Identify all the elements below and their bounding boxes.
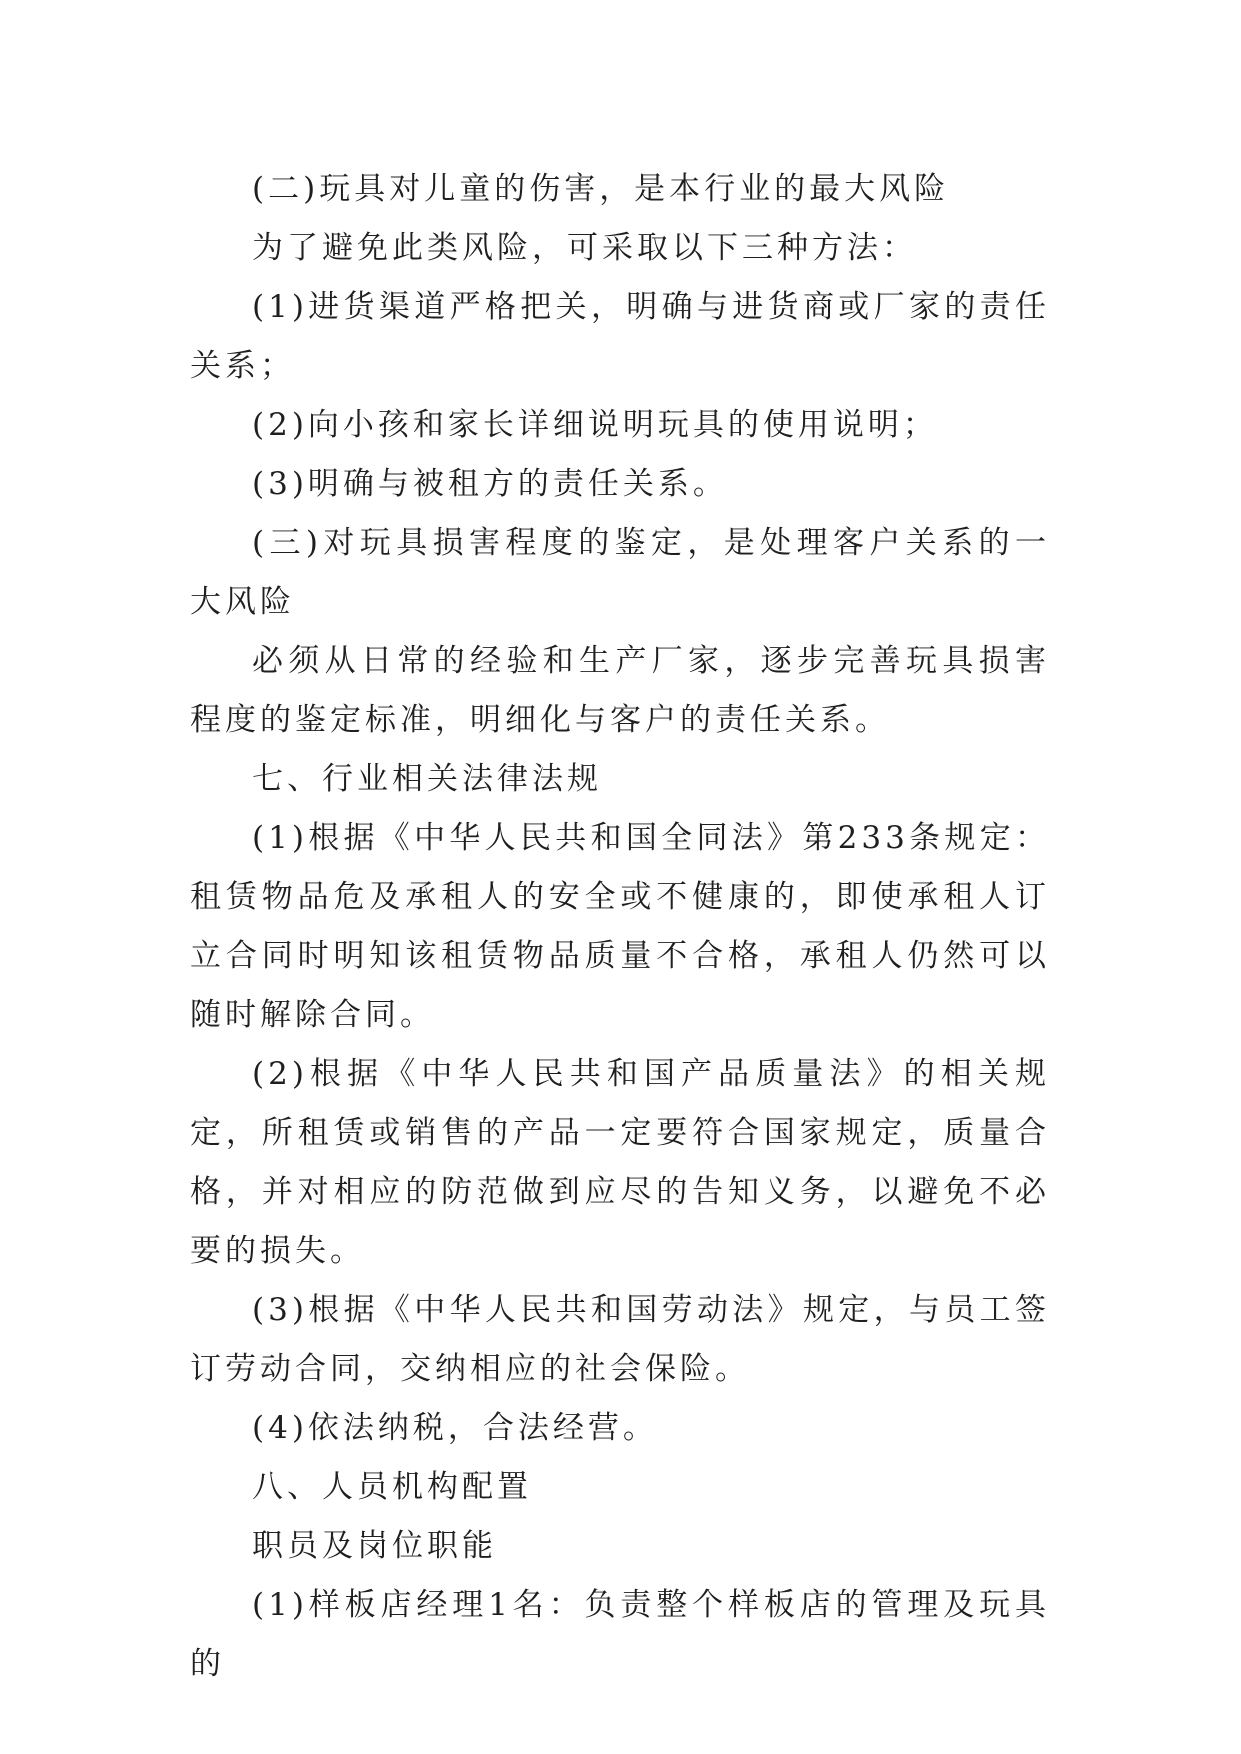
- paragraph-15: (1)样板店经理1名：负责整个样板店的管理及玩具的: [190, 1587, 1050, 1682]
- paragraph-12: (4)依法纳税，合法经营。: [252, 1410, 658, 1446]
- paragraph-5: (3)明确与被租方的责任关系。: [252, 466, 728, 502]
- paragraph-9: (1)根据《中华人民共和国全同法》第233条规定：租赁物品危及承租人的安全或不健康的，即使承租人订立合同时明知该租赁物品质量不合格，承租人仍然可以随时解除合同。: [190, 820, 1050, 1033]
- paragraph-2: 为了避免此类风险，可采取以下三种方法：: [252, 230, 917, 266]
- paragraph-11: (3)根据《中华人民共和国劳动法》规定，与员工签订劳动合同，交纳相应的社会保险。: [190, 1292, 1050, 1387]
- paragraph-4: (2)向小孩和家长详细说明玩具的使用说明；: [252, 407, 938, 443]
- paragraph-3: (1)进货渠道严格把关，明确与进货商或厂家的责任关系；: [190, 289, 1050, 384]
- paragraph-14: 职员及岗位职能: [252, 1528, 497, 1564]
- paragraph-6: (三)对玩具损害程度的鉴定，是处理客户关系的一大风险: [190, 525, 1050, 620]
- paragraph-10: (2)根据《中华人民共和国产品质量法》的相关规定，所租赁或销售的产品一定要符合国家规定，质量合格，并对相应的防范做到应尽的告知义务，以避免不必要的损失。: [190, 1056, 1050, 1269]
- document-body: [190, 160, 1050, 1694]
- paragraph-1: (二)玩具对儿童的伤害，是本行业的最大风险: [252, 171, 950, 207]
- section-heading-8: 八、人员机构配置: [252, 1469, 532, 1505]
- paragraph-7: 必须从日常的经验和生产厂家，逐步完善玩具损害程度的鉴定标准，明细化与客户的责任关系。: [190, 643, 1050, 738]
- section-heading-7: 七、行业相关法律法规: [252, 761, 602, 797]
